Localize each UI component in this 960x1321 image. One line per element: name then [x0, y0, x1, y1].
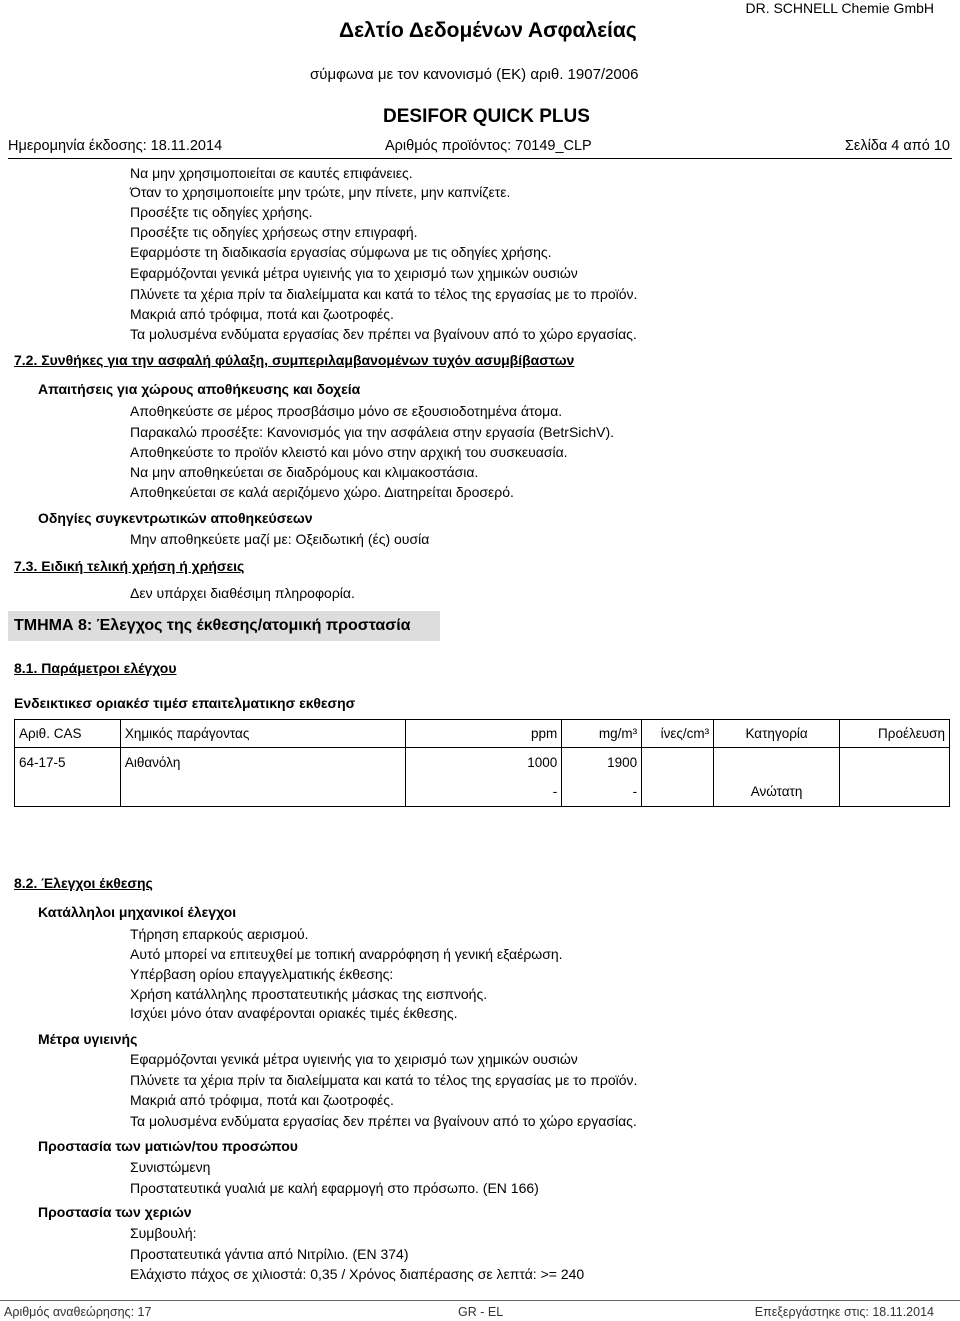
hygiene-line: Πλύνετε τα χέρια πρίν τα διαλείμματα και κατά το τέλος της εργασίας με το προϊόν.	[130, 1072, 638, 1088]
hand-protection-line: Προστατευτικά γάντια από Νιτρίλιο. (EN 374)	[130, 1246, 409, 1262]
col-cas: Αριθ. CAS	[15, 720, 121, 748]
issue-date: Ημερομηνία έκδοσης: 18.11.2014	[8, 138, 223, 154]
oel-heading: Ενδεικτικεσ οριακέσ τιμέσ επαιτελματικησ εκθεσησ	[14, 695, 356, 711]
footer-divider	[0, 1300, 960, 1301]
table-row	[15, 776, 950, 807]
regulation-text: σύμφωνα με τον κανονισμό (ΕΚ) αριθ. 1907/2006	[310, 66, 639, 83]
cell-agent: Αιθανόλη	[120, 748, 406, 777]
hygiene-heading: Μέτρα υγιεινής	[38, 1031, 138, 1047]
product-name: DESIFOR QUICK PLUS	[383, 106, 590, 127]
cell-fibres	[642, 776, 714, 807]
handling-line: Προσέξτε τις οδηγίες χρήσης.	[130, 204, 313, 220]
eye-protection-line: Προστατευτικά γυαλιά με καλή εφαρμογή στο πρόσωπο. (EN 166)	[130, 1180, 539, 1196]
table-header-row	[15, 720, 950, 748]
section-7-2-heading: 7.2. Συνθήκες για την ασφαλή φύλαξη, συμπεριλαμβανομένων τυχόν ασυμβίβαστων	[14, 352, 575, 368]
storage-line: Να μην αποθηκεύεται σε διαδρόμους και κλιμακοστάσια.	[130, 464, 479, 480]
handling-line: Τα μολυσμένα ενδύματα εργασίας δεν πρέπει να βγαίνουν από το χώρο εργασίας.	[130, 326, 637, 342]
section-7-3-line: Δεν υπάρχει διαθέσιμη πληροφορία.	[130, 585, 355, 601]
cell-category	[714, 748, 840, 777]
eye-protection-heading: Προστασία των ματιών/του προσώπου	[38, 1138, 298, 1154]
handling-line: Εφαρμόζονται γενικά μέτρα υγιεινής για το χειρισμό των χημικών ουσιών	[130, 265, 578, 281]
cell-cas	[15, 776, 121, 807]
hygiene-line: Τα μολυσμένα ενδύματα εργασίας δεν πρέπει να βγαίνουν από το χώρο εργασίας.	[130, 1113, 637, 1129]
engineering-line: Τήρηση επαρκούς αερισμού.	[130, 926, 309, 942]
storage-line: Αποθηκεύστε σε μέρος προσβάσιμο μόνο σε εξουσιοδοτημένα άτομα.	[130, 403, 563, 419]
col-agent: Χημικός παράγοντας	[120, 720, 406, 748]
hygiene-line: Μακριά από τρόφιμα, ποτά και ζωοτροφές.	[130, 1092, 394, 1108]
revision-number: Αριθμός αναθεώρησης: 17	[4, 1305, 152, 1319]
hand-protection-line: Συμβουλή:	[130, 1225, 197, 1241]
handling-line: Προσέξτε τις οδηγίες χρήσεως στην επιγραφή.	[130, 224, 418, 240]
col-mgm3: mg/m³	[562, 720, 642, 748]
hand-protection-line: Ελάχιστο πάχος σε χιλιοστά: 0,35 / Χρόνος διαπέρασης σε λεπτά: >= 240	[130, 1266, 585, 1282]
cell-origin	[840, 748, 950, 777]
cell-mgm3: -	[562, 776, 642, 807]
product-number: Αριθμός προϊόντος: 70149_CLP	[385, 138, 592, 154]
handling-line: Μακριά από τρόφιμα, ποτά και ζωοτροφές.	[130, 306, 394, 322]
joint-storage-line: Μην αποθηκεύετε μαζί με: Οξειδωτική (ές) ουσία	[130, 531, 430, 547]
eye-protection-line: Συνιστώμενη	[130, 1159, 211, 1175]
section-8-2-heading: 8.2. Έλεγχοι έκθεσης	[14, 875, 153, 891]
cell-ppm: 1000	[406, 748, 562, 777]
cell-origin	[840, 776, 950, 807]
col-origin: Προέλευση	[840, 720, 950, 748]
handling-line: Πλύνετε τα χέρια πρίν τα διαλείμματα και κατά το τέλος της εργασίας με το προϊόν.	[130, 286, 638, 302]
language-code: GR - EL	[458, 1305, 504, 1319]
storage-heading: Απαιτήσεις για χώρους αποθήκευσης και δοχεία	[38, 381, 361, 397]
handling-line: Εφαρμόστε τη διαδικασία εργασίας σύμφωνα με τις οδηγίες χρήσης.	[130, 244, 552, 260]
handling-line: Όταν το χρησιμοποιείτε μην τρώτε, μην πίνετε, μην καπνίζετε.	[130, 184, 511, 200]
cell-cas: 64-17-5	[15, 748, 121, 777]
company-name: DR. SCHNELL Chemie GmbH	[745, 0, 934, 16]
cell-fibres	[642, 748, 714, 777]
engineering-line: Υπέρβαση ορίου επαγγελματικής έκθεσης:	[130, 966, 394, 982]
col-category: Κατηγορία	[714, 720, 840, 748]
hygiene-line: Εφαρμόζονται γενικά μέτρα υγιεινής για το χειρισμό των χημικών ουσιών	[130, 1051, 578, 1067]
section-8-banner: ΤΜΗΜΑ 8: Έλεγχος της έκθεσης/ατομική προστασία	[8, 611, 440, 641]
processed-date: Επεξεργάστηκε στις: 18.11.2014	[754, 1305, 934, 1319]
document-title: Δελτίο Δεδομένων Ασφαλείας	[339, 19, 637, 42]
cell-category: Ανώτατη	[714, 776, 840, 807]
engineering-line: Χρήση κατάλληλης προστατευτικής μάσκας της εισπνοής.	[130, 986, 488, 1002]
section-8-1-heading: 8.1. Παράμετροι ελέγχου	[14, 660, 177, 676]
header-divider	[8, 158, 952, 159]
cell-agent	[120, 776, 406, 807]
oel-table	[14, 719, 950, 807]
engineering-line: Αυτό μπορεί να επιτευχθεί με τοπική αναρρόφηση ή γενική εξαέρωση.	[130, 946, 563, 962]
storage-line: Αποθηκεύεται σε καλά αεριζόμενο χώρο. Διατηρείται δροσερό.	[130, 484, 514, 500]
cell-ppm: -	[406, 776, 562, 807]
storage-line: Αποθηκεύστε το προϊόν κλειστό και μόνο στην αρχική του συσκευασία.	[130, 444, 568, 460]
storage-line: Παρακαλώ προσέξτε: Κανονισμός για την ασφάλεια στην εργασία (BetrSichV).	[130, 424, 615, 440]
page-number: Σελίδα 4 από 10	[844, 138, 950, 154]
engineering-line: Ισχύει μόνο όταν αναφέρονται οριακές τιμές έκθεσης.	[130, 1005, 458, 1021]
section-7-3-heading: 7.3. Ειδική τελική χρήση ή χρήσεις	[14, 558, 245, 574]
hand-protection-heading: Προστασία των χεριών	[38, 1204, 192, 1220]
col-ppm: ppm	[406, 720, 562, 748]
col-fibres: ίνες/cm³	[642, 720, 714, 748]
handling-line: Να μην χρησιμοποιείται σε καυτές επιφάνειες.	[130, 165, 413, 181]
joint-storage-heading: Οδηγίες συγκεντρωτικών αποθηκεύσεων	[38, 510, 313, 526]
table-row	[15, 748, 950, 777]
engineering-controls-heading: Κατάλληλοι μηχανικοί έλεγχοι	[38, 904, 237, 920]
cell-mgm3: 1900	[562, 748, 642, 777]
